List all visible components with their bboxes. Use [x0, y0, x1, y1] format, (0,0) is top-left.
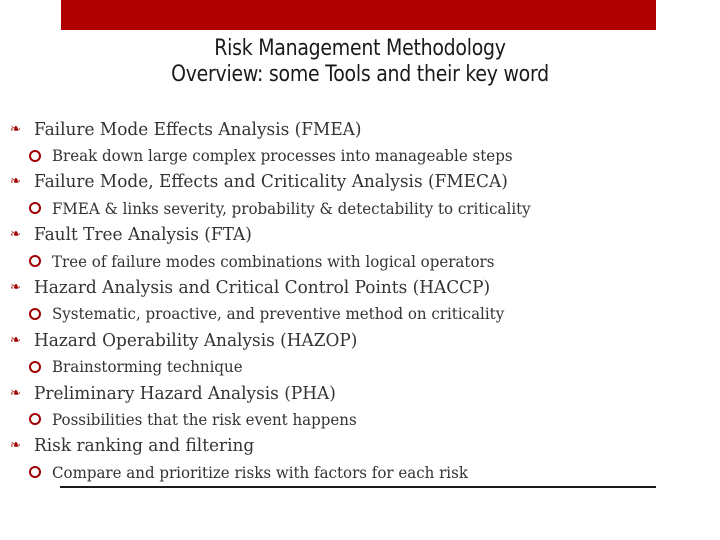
sub-item-label: Brainstorming technique: [52, 357, 243, 377]
circle-outline-icon: [29, 466, 41, 478]
sub-list-item: [8, 195, 708, 221]
sub-list-item: [8, 142, 708, 168]
bullet-list: [8, 116, 708, 485]
item-label: Failure Mode Effects Analysis (FMEA): [34, 118, 362, 140]
list-item: [8, 116, 708, 142]
sub-list-item: [8, 459, 708, 485]
item-label: Preliminary Hazard Analysis (PHA): [34, 382, 336, 404]
top-accent-bar: [61, 0, 656, 30]
sub-list-item: [8, 248, 708, 274]
bottom-divider: [60, 486, 656, 488]
feather-bullet-icon: ❧: [10, 332, 21, 348]
item-label: Hazard Analysis and Critical Control Points (HACCP): [34, 277, 491, 299]
slide-title: [102, 36, 618, 88]
item-label: Fault Tree Analysis (FTA): [34, 224, 252, 246]
sub-item-label: Systematic, proactive, and preventive method on criticality: [52, 304, 505, 324]
sub-list-item: [8, 301, 708, 327]
sub-list-item: [8, 406, 708, 432]
circle-outline-icon: [29, 308, 41, 320]
list-item: [8, 169, 708, 195]
item-label: Hazard Operability Analysis (HAZOP): [34, 329, 358, 351]
list-item: [8, 380, 708, 406]
circle-outline-icon: [29, 202, 41, 214]
list-item: [8, 433, 708, 459]
item-label: Risk ranking and filtering: [34, 435, 255, 457]
list-item: [8, 327, 708, 353]
circle-outline-icon: [29, 413, 41, 425]
feather-bullet-icon: ❧: [10, 121, 21, 137]
circle-outline-icon: [29, 150, 41, 162]
feather-bullet-icon: ❧: [10, 438, 21, 454]
sub-item-label: Compare and prioritize risks with factors for each risk: [52, 462, 468, 482]
feather-bullet-icon: ❧: [10, 174, 21, 190]
sub-item-label: FMEA & links severity, probability & detectability to criticality: [52, 198, 531, 218]
sub-list-item: [8, 354, 708, 380]
circle-outline-icon: [29, 255, 41, 267]
list-item: [8, 222, 708, 248]
sub-item-label: Break down large complex processes into manageable steps: [52, 146, 513, 166]
sub-item-label: Possibilities that the risk event happens: [52, 409, 357, 429]
feather-bullet-icon: ❧: [10, 280, 21, 296]
feather-bullet-icon: ❧: [10, 227, 21, 243]
slide-title-line-1: Risk Management Methodology: [214, 36, 506, 61]
feather-bullet-icon: ❧: [10, 385, 21, 401]
list-item: [8, 274, 708, 300]
circle-outline-icon: [29, 361, 41, 373]
item-label: Failure Mode, Effects and Criticality Analysis (FMECA): [34, 171, 508, 193]
slide-title-line-2: Overview: some Tools and their key word: [171, 62, 549, 87]
sub-item-label: Tree of failure modes combinations with logical operators: [52, 251, 495, 271]
